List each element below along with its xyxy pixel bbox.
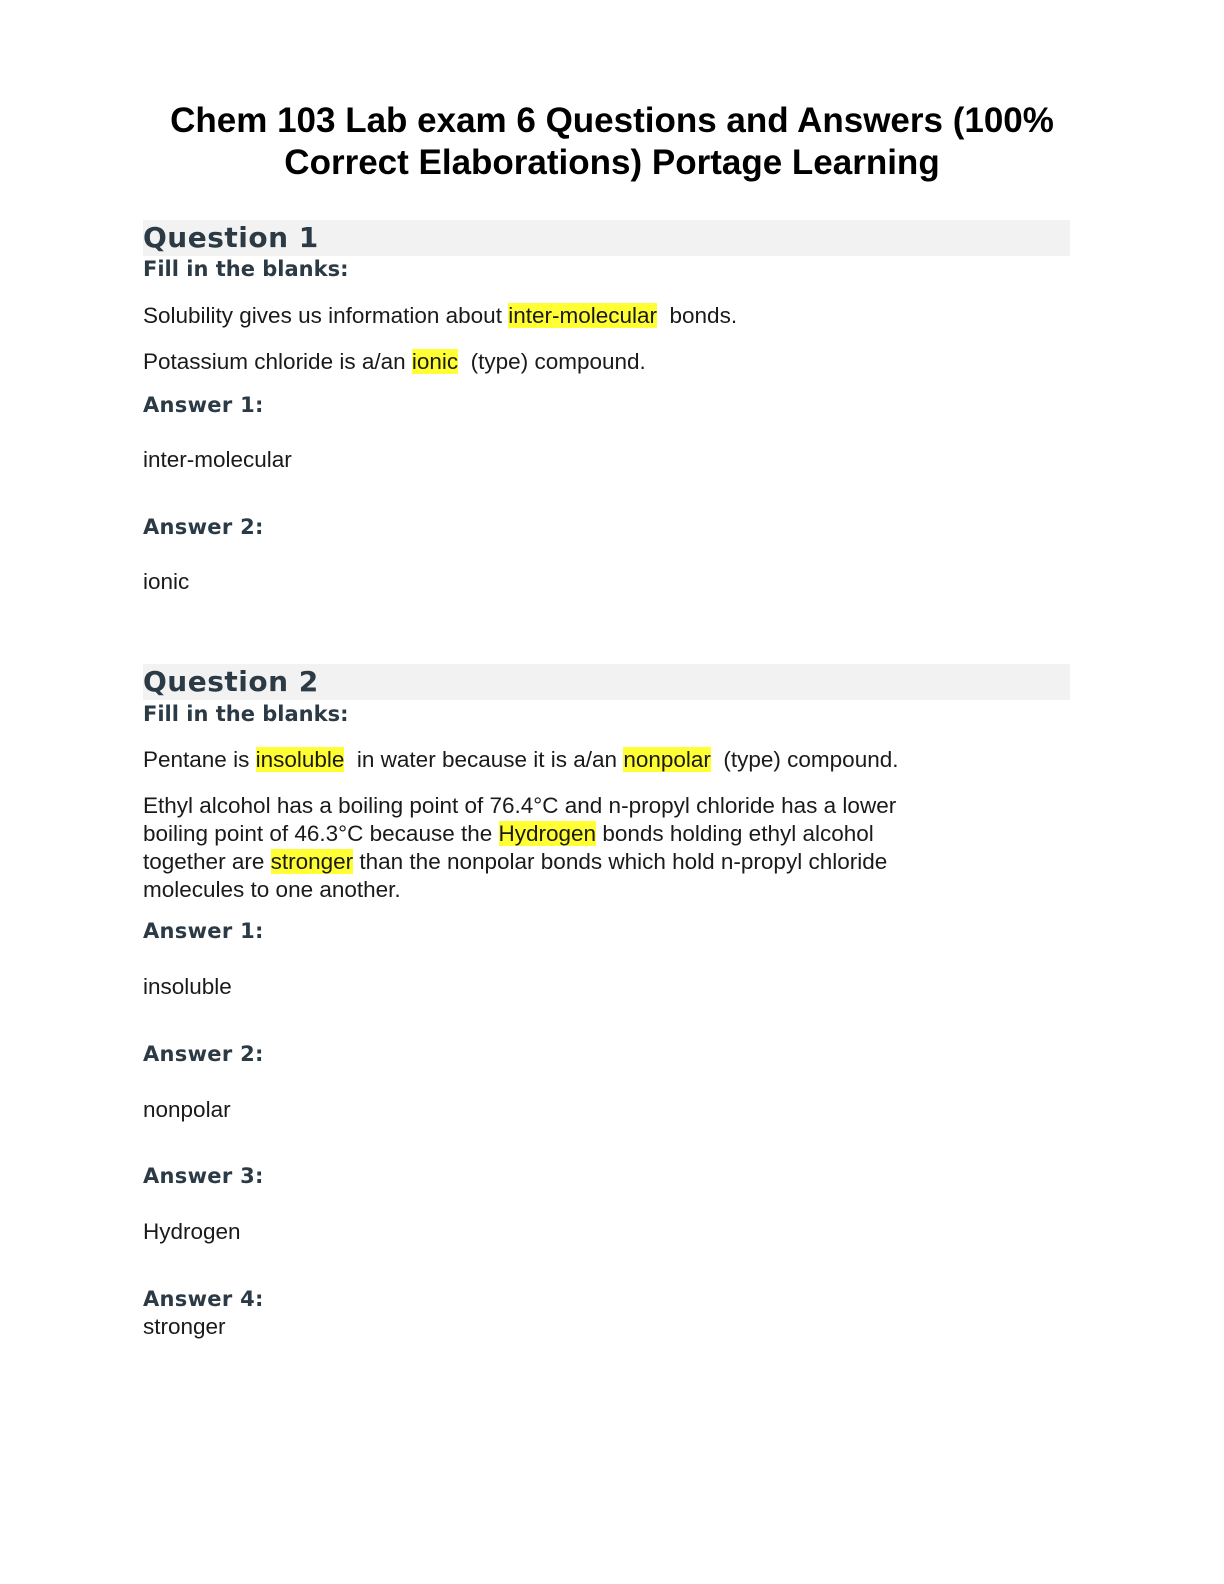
- question-2-answer-2-label: Answer 2:: [143, 1042, 264, 1066]
- question-1-answer-1-value: inter-molecular: [143, 447, 292, 472]
- question-1-answer-1-label: Answer 1:: [143, 393, 264, 417]
- statement-text: Solubility gives us information about: [143, 303, 509, 328]
- statement-text: Pentane is: [143, 747, 256, 772]
- question-1-answer-2-value: ionic: [143, 569, 190, 594]
- statement-text: bonds holding ethyl alcohol: [596, 821, 874, 846]
- title-line-1: Chem 103 Lab exam 6 Questions and Answers (100%: [170, 101, 1054, 140]
- highlighted-blank: inter-molecular: [508, 303, 658, 328]
- paragraph-line-1: Ethyl alcohol has a boiling point of 76.4°C and n-propyl chloride has a lower: [143, 793, 897, 818]
- question-2-answer-4-label: Answer 4:: [143, 1287, 264, 1311]
- paragraph-line-2: [143, 820, 1073, 848]
- question-2-answer-1-label: Answer 1:: [143, 919, 264, 943]
- statement-text: bonds.: [657, 303, 738, 328]
- title-line-2: Correct Elaborations) Portage Learning: [284, 143, 940, 182]
- page-title: [130, 100, 1094, 184]
- statement-text: in water because it is a/an: [344, 747, 624, 772]
- statement-text: (type) compound.: [710, 747, 899, 772]
- question-2-answer-4-value: stronger: [143, 1314, 226, 1339]
- question-1-answer-2-label: Answer 2:: [143, 515, 264, 539]
- highlighted-blank: insoluble: [255, 747, 345, 772]
- paragraph-line-3: [143, 848, 1073, 876]
- statement-text: (type) compound.: [458, 349, 646, 374]
- question-1-statement-2: [143, 348, 1073, 376]
- question-1-statement-1: [143, 302, 1073, 330]
- question-2-answer-3-label: Answer 3:: [143, 1164, 264, 1188]
- question-2-paragraph: [143, 792, 1073, 904]
- question-2-answer-2-value: nonpolar: [143, 1097, 231, 1122]
- statement-text: than the nonpolar bonds which hold n-propyl chloride: [353, 849, 888, 874]
- question-1-instructions: Fill in the blanks:: [143, 257, 349, 281]
- paragraph-line-4: molecules to one another.: [143, 877, 401, 902]
- highlighted-blank: ionic: [411, 349, 459, 374]
- question-2-answer-3-value: Hydrogen: [143, 1219, 241, 1244]
- question-2-instructions: Fill in the blanks:: [143, 702, 349, 726]
- question-2-header: Question 2: [143, 664, 1070, 700]
- question-1-header: Question 1: [143, 220, 1070, 256]
- question-2-statement-1: [143, 746, 1073, 774]
- highlighted-blank: stronger: [270, 849, 354, 874]
- highlighted-blank: nonpolar: [623, 747, 711, 772]
- statement-text: together are: [143, 849, 271, 874]
- statement-text: boiling point of 46.3°C because the: [143, 821, 499, 846]
- statement-text: Potassium chloride is a/an: [143, 349, 412, 374]
- question-2-answer-1-value: insoluble: [143, 974, 232, 999]
- highlighted-blank: Hydrogen: [498, 821, 597, 846]
